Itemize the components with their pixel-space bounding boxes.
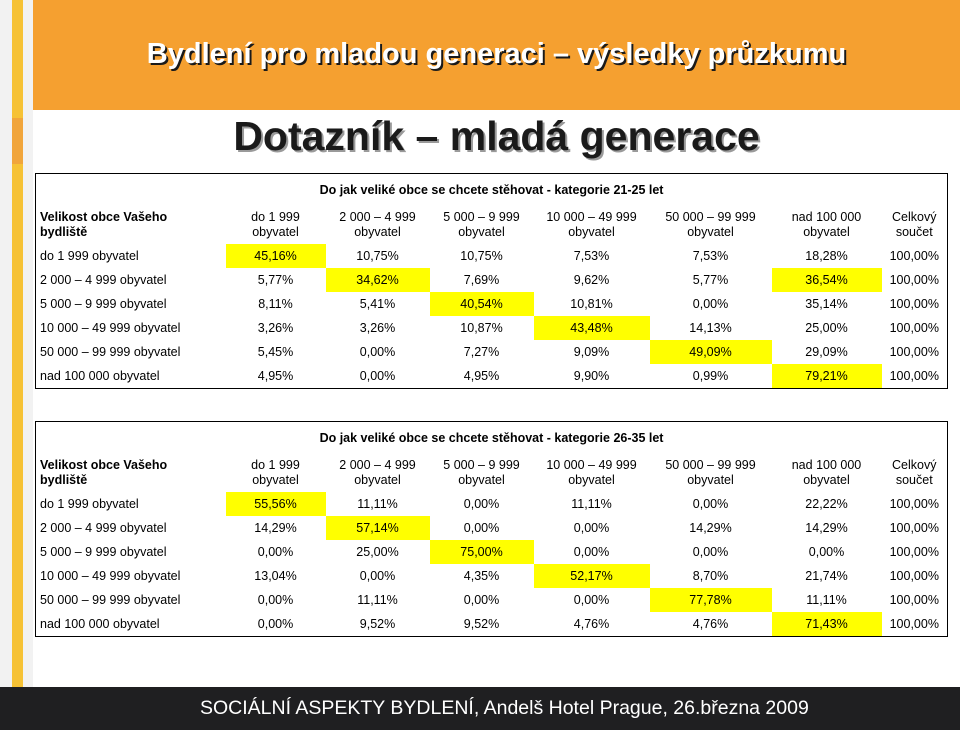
- table-cell: 13,04%: [254, 569, 297, 583]
- column-header-line: obyvatel: [354, 225, 401, 239]
- table-row: [36, 292, 948, 316]
- table-cell: 3,26%: [257, 321, 294, 335]
- column-header: [430, 450, 534, 492]
- table-caption-row: [36, 422, 948, 451]
- column-header-line: obyvatel: [803, 473, 850, 487]
- table-cell: 0,00%: [359, 569, 396, 583]
- table-row: [36, 244, 948, 268]
- column-header-line: obyvatel: [252, 473, 299, 487]
- table-cell: 100,00%: [882, 492, 948, 516]
- sidebar-stripe: [12, 0, 23, 730]
- table-caption: Do jak veliké obce se chcete stěhovat - kategorie 26-35 let: [36, 422, 948, 451]
- table-cell: 11,11%: [806, 593, 847, 607]
- table-cell: 9,52%: [430, 612, 534, 637]
- table-cell: 0,00%: [463, 497, 500, 511]
- table-cell: 5,77%: [257, 273, 294, 287]
- table-cell: 10,81%: [570, 297, 613, 311]
- table-cell: 11,11%: [357, 593, 398, 607]
- column-header-line: bydliště: [40, 225, 88, 239]
- table-header-row: [36, 202, 948, 244]
- table-cell: 35,14%: [805, 297, 848, 311]
- table-header-row: [36, 450, 948, 492]
- row-label: 50 000 – 99 999 obyvatel: [36, 340, 226, 364]
- table-cell: 0,00%: [573, 545, 610, 559]
- table-cell: 14,29%: [689, 521, 732, 535]
- table-cell: 0,00%: [226, 612, 326, 637]
- table-cell: 0,00%: [326, 364, 430, 389]
- column-header-line: 5 000 – 9 999: [443, 210, 520, 224]
- table-row: [36, 316, 948, 340]
- table-cell: 7,53%: [692, 249, 729, 263]
- table-cell: 21,74%: [805, 569, 848, 583]
- row-label: 2 000 – 4 999 obyvatel: [36, 516, 226, 540]
- footer-text: SOCIÁLNÍ ASPEKTY BYDLENÍ, Andelš Hotel Prague, 26.března 2009: [200, 697, 809, 719]
- slide-title: Bydlení pro mladou generaci – výsledky průzkumu: [146, 38, 847, 70]
- table-cell: 9,90%: [534, 364, 650, 389]
- column-header-line: Celkový: [892, 210, 937, 224]
- row-label: 5 000 – 9 999 obyvatel: [36, 292, 226, 316]
- table-cell: 9,09%: [573, 345, 610, 359]
- row-label: 2 000 – 4 999 obyvatel: [36, 268, 226, 292]
- column-header: [226, 202, 326, 244]
- table-cell: 4,95%: [226, 364, 326, 389]
- row-label: 10 000 – 49 999 obyvatel: [36, 316, 226, 340]
- column-header: [326, 202, 430, 244]
- highlighted-cell: 71,43%: [772, 612, 882, 637]
- highlighted-cell: 75,00%: [430, 540, 534, 564]
- column-header-line: bydliště: [40, 473, 88, 487]
- table-row: [36, 268, 948, 292]
- highlighted-cell: 43,48%: [534, 316, 650, 340]
- table-cell: 7,27%: [463, 345, 500, 359]
- table-cell: 0,99%: [650, 364, 772, 389]
- table-cell: 3,26%: [359, 321, 396, 335]
- table-cell: 0,00%: [692, 297, 729, 311]
- column-header-line: Velikost obce Vašeho: [40, 210, 168, 224]
- highlighted-cell: 55,56%: [226, 492, 326, 516]
- table-cell: 11,11%: [571, 497, 612, 511]
- highlighted-cell: 34,62%: [326, 268, 430, 292]
- table-cell: 0,00%: [692, 545, 729, 559]
- column-header-line: obyvatel: [458, 473, 505, 487]
- table-row: [36, 564, 948, 588]
- table-cell: 14,29%: [805, 521, 848, 535]
- highlighted-cell: 77,78%: [650, 588, 772, 612]
- table-cell: 7,53%: [573, 249, 610, 263]
- table-cell: 10,75%: [460, 249, 503, 263]
- column-header: [650, 450, 772, 492]
- row-label: 10 000 – 49 999 obyvatel: [36, 564, 226, 588]
- column-header-line: obyvatel: [568, 473, 615, 487]
- highlighted-cell: 52,17%: [534, 564, 650, 588]
- table-cell: 7,69%: [463, 273, 500, 287]
- column-header-line: součet: [895, 473, 933, 487]
- highlighted-cell: 49,09%: [650, 340, 772, 364]
- column-header-line: nad 100 000: [791, 458, 862, 472]
- table-cell: 9,52%: [326, 612, 430, 637]
- highlighted-cell: 40,54%: [430, 292, 534, 316]
- column-header-line: 50 000 – 99 999: [665, 210, 756, 224]
- table-cell: 0,00%: [808, 545, 845, 559]
- table-cell: 4,76%: [650, 612, 772, 637]
- column-header: [226, 450, 326, 492]
- table-cell: 29,09%: [805, 345, 848, 359]
- table-row: [36, 364, 948, 389]
- column-header: [430, 202, 534, 244]
- table-cell: 100,00%: [882, 516, 948, 540]
- table-caption-row: [36, 174, 948, 203]
- row-label: nad 100 000 obyvatel: [36, 612, 226, 637]
- row-label: do 1 999 obyvatel: [36, 492, 226, 516]
- column-header: [772, 450, 882, 492]
- table-cell: 0,00%: [463, 593, 500, 607]
- column-header-line: Celkový: [892, 458, 937, 472]
- highlighted-cell: 36,54%: [772, 268, 882, 292]
- column-header: [36, 202, 226, 244]
- column-header-line: obyvatel: [458, 225, 505, 239]
- table-row: [36, 612, 948, 637]
- column-header: [882, 202, 948, 244]
- table-cell: 100,00%: [882, 316, 948, 340]
- table-cell: 0,00%: [573, 593, 610, 607]
- column-header: [534, 202, 650, 244]
- row-label: do 1 999 obyvatel: [36, 244, 226, 268]
- table-cell: 18,28%: [805, 249, 848, 263]
- column-header: [36, 450, 226, 492]
- table-cell: 100,00%: [882, 540, 948, 564]
- column-header: [882, 450, 948, 492]
- column-header: [650, 202, 772, 244]
- sidebar-stripe-marker: [12, 118, 23, 164]
- table-cell: 0,00%: [573, 521, 610, 535]
- column-header-line: obyvatel: [568, 225, 615, 239]
- column-header: [534, 450, 650, 492]
- column-header-line: obyvatel: [354, 473, 401, 487]
- highlighted-cell: 79,21%: [772, 364, 882, 389]
- column-header-line: součet: [895, 225, 933, 239]
- table-cell: 100,00%: [882, 612, 948, 637]
- table-cell: 25,00%: [356, 545, 399, 559]
- table-cell: 25,00%: [805, 321, 848, 335]
- column-header-line: nad 100 000: [791, 210, 862, 224]
- column-header: [326, 450, 430, 492]
- table-cell: 0,00%: [359, 345, 396, 359]
- table-cell: 5,77%: [692, 273, 729, 287]
- column-header-line: do 1 999: [251, 458, 300, 472]
- footer-bar: [0, 687, 960, 730]
- column-header-line: 2 000 – 4 999: [339, 210, 416, 224]
- survey-table-26-35: [35, 421, 948, 637]
- column-header-line: 10 000 – 49 999: [546, 458, 637, 472]
- table-row: [36, 516, 948, 540]
- table-cell: 4,35%: [463, 569, 500, 583]
- table-cell: 4,95%: [430, 364, 534, 389]
- table-cell: 5,41%: [359, 297, 396, 311]
- column-header-line: 50 000 – 99 999: [665, 458, 756, 472]
- table-cell: 0,00%: [257, 593, 294, 607]
- column-header-line: do 1 999: [251, 210, 300, 224]
- table-cell: 100,00%: [882, 268, 948, 292]
- table-cell: 8,11%: [258, 297, 293, 311]
- table-cell: 0,00%: [692, 497, 729, 511]
- row-label: 50 000 – 99 999 obyvatel: [36, 588, 226, 612]
- column-header-line: Velikost obce Vašeho: [40, 458, 168, 472]
- column-header-line: 2 000 – 4 999: [339, 458, 416, 472]
- table-cell: 9,62%: [573, 273, 610, 287]
- table-cell: 4,76%: [534, 612, 650, 637]
- table-cell: 0,00%: [463, 521, 500, 535]
- table-cell: 100,00%: [882, 340, 948, 364]
- table-cell: 10,75%: [356, 249, 399, 263]
- table-row: [36, 340, 948, 364]
- survey-table-21-25: [35, 173, 948, 389]
- table-caption: Do jak veliké obce se chcete stěhovat - kategorie 21-25 let: [36, 174, 948, 203]
- column-header-line: 10 000 – 49 999: [546, 210, 637, 224]
- highlighted-cell: 45,16%: [226, 244, 326, 268]
- table-cell: 5,45%: [257, 345, 294, 359]
- column-header-line: obyvatel: [803, 225, 850, 239]
- table-cell: 14,29%: [254, 521, 297, 535]
- table-cell: 100,00%: [882, 588, 948, 612]
- table-row: [36, 540, 948, 564]
- highlighted-cell: 57,14%: [326, 516, 430, 540]
- table-cell: 0,00%: [257, 545, 294, 559]
- table-cell: 100,00%: [882, 364, 948, 389]
- table-cell: 100,00%: [882, 292, 948, 316]
- table-cell: 8,70%: [692, 569, 729, 583]
- column-header-line: obyvatel: [252, 225, 299, 239]
- column-header-line: 5 000 – 9 999: [443, 458, 520, 472]
- table-row: [36, 492, 948, 516]
- column-header-line: obyvatel: [687, 225, 734, 239]
- page-subtitle: Dotazník – mladá generace: [233, 113, 760, 159]
- table-cell: 11,11%: [357, 497, 398, 511]
- sidebar-accent-bar: [0, 0, 33, 730]
- table-row: [36, 588, 948, 612]
- column-header: [772, 202, 882, 244]
- row-label: 5 000 – 9 999 obyvatel: [36, 540, 226, 564]
- table-cell: 100,00%: [882, 244, 948, 268]
- table-cell: 22,22%: [805, 497, 848, 511]
- row-label: nad 100 000 obyvatel: [36, 364, 226, 389]
- table-cell: 100,00%: [882, 564, 948, 588]
- column-header-line: obyvatel: [687, 473, 734, 487]
- table-cell: 10,87%: [460, 321, 503, 335]
- table-cell: 14,13%: [689, 321, 732, 335]
